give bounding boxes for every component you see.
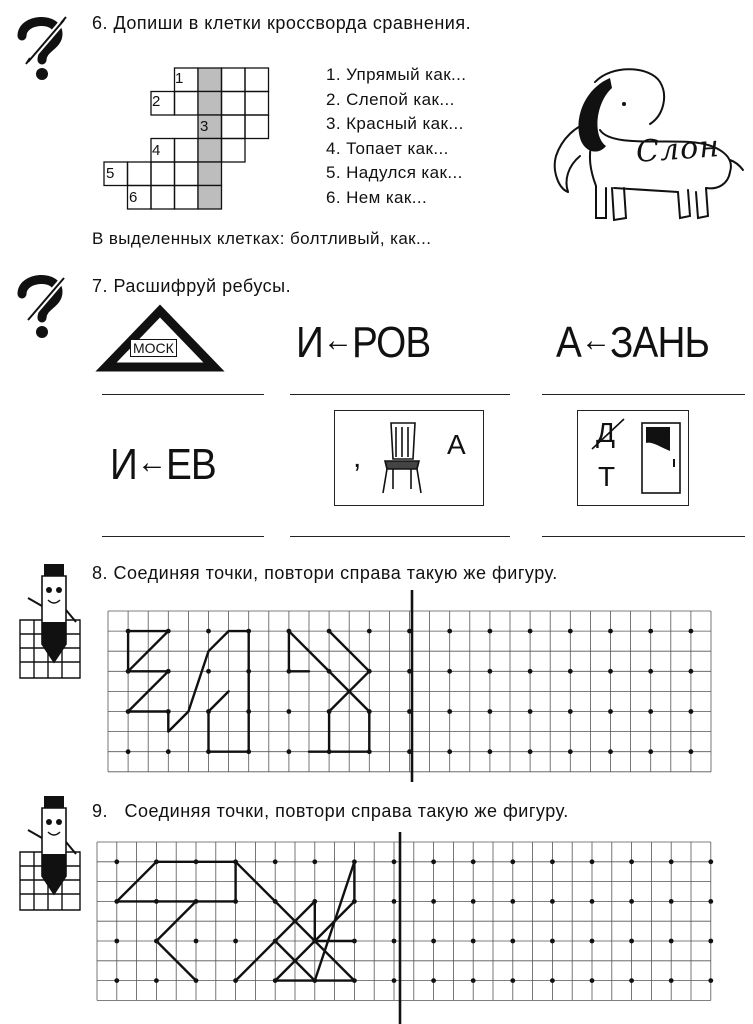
- clue-3: 3. Красный как...: [326, 114, 464, 133]
- grid-dot[interactable]: [590, 978, 595, 983]
- grid-dot[interactable]: [431, 939, 436, 944]
- crossword-number-3: 3: [200, 118, 209, 135]
- clue-1: 1. Упрямый как...: [326, 65, 467, 84]
- crossword-number-2: 2: [152, 93, 161, 110]
- grid-dot[interactable]: [273, 859, 278, 864]
- grid-dot[interactable]: [431, 978, 436, 983]
- task9-title: 9. Соединяя точки, повтори справа такую же фигуру.: [92, 801, 569, 821]
- grid-dot[interactable]: [669, 899, 674, 904]
- grid-dot[interactable]: [312, 859, 317, 864]
- grid-dot[interactable]: [550, 939, 555, 944]
- rebus2-right: РОВ: [351, 318, 431, 367]
- grid-dot[interactable]: [392, 978, 397, 983]
- rebus1-word: МОСК: [130, 339, 177, 357]
- grid-dot[interactable]: [550, 859, 555, 864]
- rebus3-left: А: [556, 318, 581, 367]
- task8-title: 8. Соединяя точки, повтори справа такую же фигуру.: [92, 563, 558, 583]
- crossword-number-6: 6: [129, 189, 138, 206]
- grid-dot[interactable]: [471, 939, 476, 944]
- task6-title: 6. Допиши в клетки кроссворда сравнения.: [92, 13, 472, 33]
- grid-dot[interactable]: [708, 978, 713, 983]
- arrow-left-icon: ←: [580, 321, 610, 359]
- grid-dot[interactable]: [708, 939, 713, 944]
- arrow-left-icon: ←: [322, 321, 352, 359]
- elephant-word: Слон: [634, 129, 722, 170]
- grid-dot[interactable]: [590, 859, 595, 864]
- grid-dot[interactable]: [510, 939, 515, 944]
- rebus4-left: И: [110, 440, 137, 489]
- crossword-number-4: 4: [152, 142, 161, 159]
- grid-dot[interactable]: [194, 939, 199, 944]
- grid-dot[interactable]: [550, 978, 555, 983]
- grid-dot[interactable]: [471, 899, 476, 904]
- grid-dot[interactable]: [392, 939, 397, 944]
- grid-dot[interactable]: [431, 859, 436, 864]
- grid-dot[interactable]: [669, 859, 674, 864]
- crossword-number-5: 5: [106, 165, 115, 182]
- grid-dot[interactable]: [708, 899, 713, 904]
- grid-dot[interactable]: [550, 899, 555, 904]
- grid-dot[interactable]: [510, 978, 515, 983]
- grid-dot[interactable]: [431, 899, 436, 904]
- grid-dot[interactable]: [629, 978, 634, 983]
- task7-title: 7. Расшифруй ребусы.: [92, 276, 292, 296]
- clue-5: 5. Надулся как...: [326, 163, 463, 182]
- grid-dot[interactable]: [114, 978, 119, 983]
- rebus4-right: ЕВ: [165, 440, 216, 489]
- arrow-left-icon: ←: [136, 443, 166, 481]
- grid-dot[interactable]: [629, 899, 634, 904]
- rebus6-crossed-letter: Д: [596, 417, 615, 448]
- clue-4: 4. Топает как...: [326, 138, 449, 158]
- grid-dot[interactable]: [510, 859, 515, 864]
- grid-dot[interactable]: [392, 859, 397, 864]
- grid-dot[interactable]: [669, 978, 674, 983]
- grid-dot[interactable]: [629, 859, 634, 864]
- rebus6-letter: Т: [598, 461, 616, 492]
- grid-dot[interactable]: [233, 939, 238, 944]
- clue-2: 2. Слепой как...: [326, 89, 455, 109]
- highlighted-cells-hint: В выделенных клетках: болтливый, как...: [92, 229, 432, 248]
- grid-dot[interactable]: [590, 899, 595, 904]
- grid-dot[interactable]: [590, 939, 595, 944]
- grid-dot[interactable]: [392, 899, 397, 904]
- crossword-number-1: 1: [175, 70, 184, 87]
- grid-dot[interactable]: [669, 939, 674, 944]
- grid-dot[interactable]: [154, 978, 159, 983]
- clue-6: 6. Нем как...: [326, 187, 428, 207]
- grid-dot[interactable]: [114, 859, 119, 864]
- rebus5-letter: А: [447, 429, 466, 460]
- rebus5-comma: ,: [353, 441, 362, 474]
- grid-dot[interactable]: [114, 939, 119, 944]
- grid-dot[interactable]: [471, 859, 476, 864]
- rebus3-right: ЗАНЬ: [609, 318, 710, 367]
- grid-dot[interactable]: [629, 939, 634, 944]
- grid-dot[interactable]: [510, 899, 515, 904]
- grid-dot[interactable]: [708, 859, 713, 864]
- grid-dot[interactable]: [471, 978, 476, 983]
- rebus2-left: И: [296, 318, 323, 367]
